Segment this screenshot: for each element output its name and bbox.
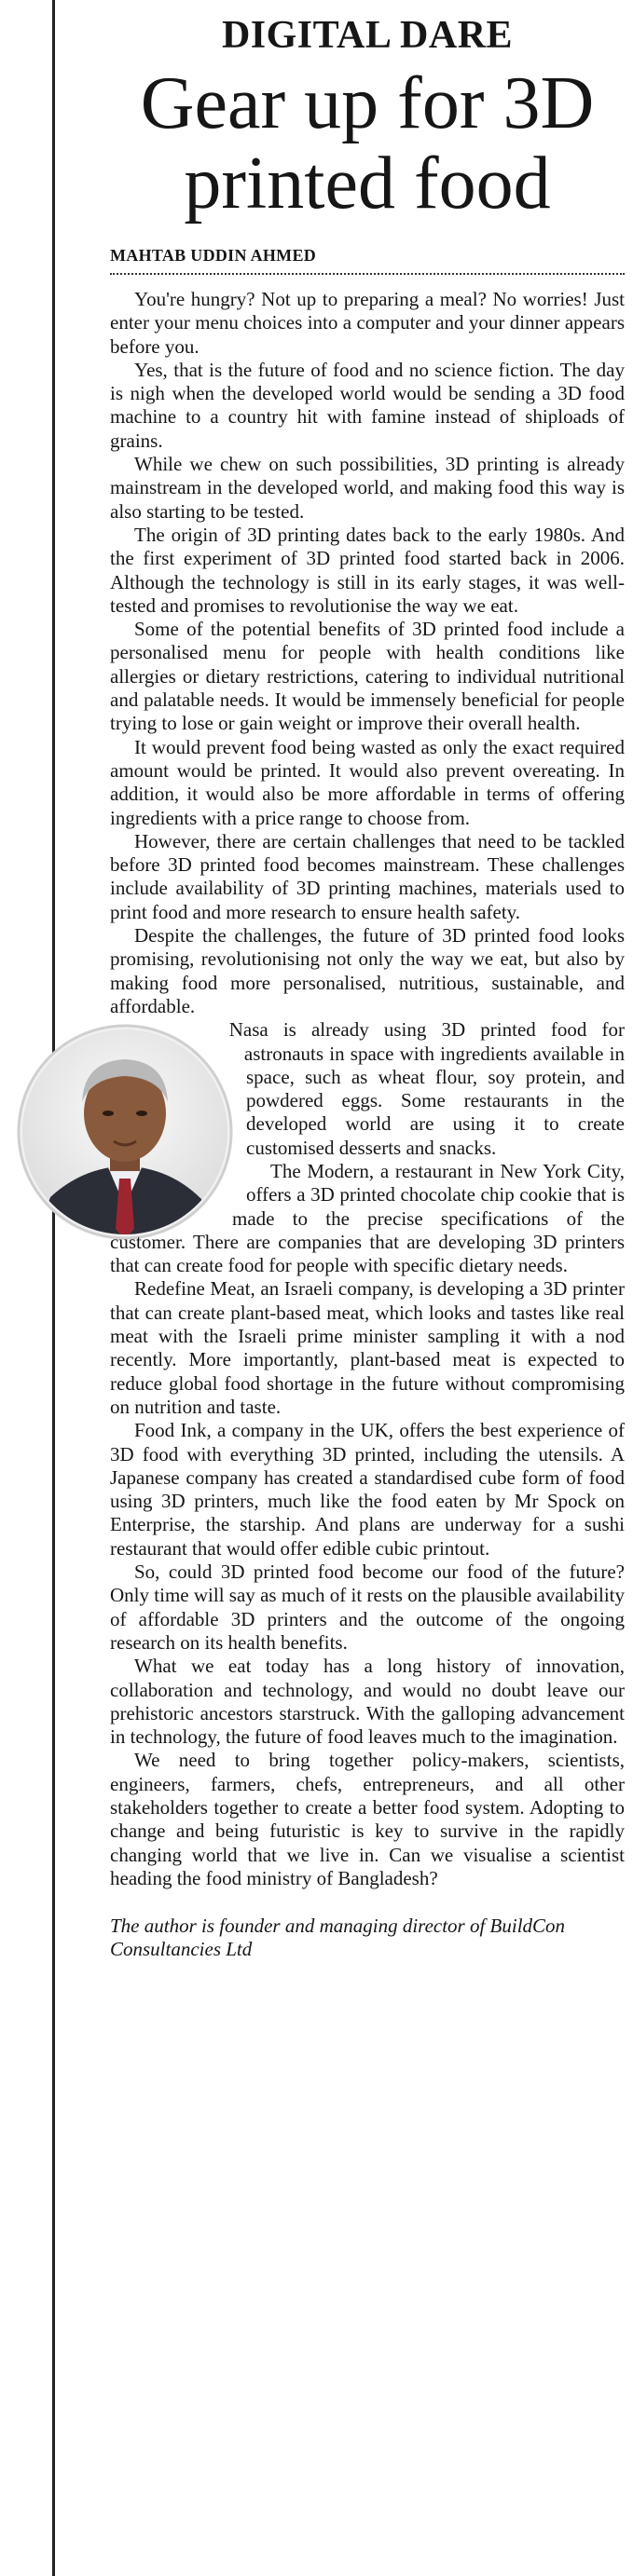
paragraph: We need to bring together policy-makers, scientists, engineers, farmers, chefs, entrepreneurs, and all other stakeholders together to create a better food system. Adopting to change and being futuristic is key to survive in the rapidly changing world that we live in. Can we visualise a scientist heading the food ministry of Bangladesh? <box>110 1749 625 1889</box>
column-rule <box>52 0 55 2576</box>
author-portrait <box>17 1024 233 1240</box>
paragraph: Redefine Meat, an Israeli company, is developing a 3D printer that can create plant-based meat, which looks and tastes like real meat with the Israeli prime minister sampling it with a nod recently. More importantly, plant-based meat is expected to reduce global food shortage in the future without compromising on nutrition and taste. <box>110 1277 625 1418</box>
author-note: The author is founder and managing director of BuildCon Consultancies Ltd <box>110 1915 566 1961</box>
paragraph: Food Ink, a company in the UK, offers the best experience of 3D food with everything 3D printed, including the utensils. A Japanese company has created a standardised cube form of food using 3D printers, much like the food eaten by Mr Spock on Enterprise, the starship. And plans are underway for a sushi restaurant that would offer edible cubic printout. <box>110 1419 625 1560</box>
paragraph: Nasa is already using 3D printed food for astronauts in space with ingredients available in space, such as wheat flour, soy protein, and powdered eggs. Some restaurants in the developed world are using it to create customised desserts and snacks. <box>228 1018 625 1159</box>
article-kicker: DIGITAL DARE <box>221 14 514 57</box>
paragraph: It would prevent food being wasted as only the exact required amount would be printed. It would also prevent overeating. In addition, it would also be more affordable in terms of offering ingredients with a price range to choose from. <box>110 735 625 829</box>
paragraph: Some of the potential benefits of 3D printed food include a personalised menu for people with health conditions like allergies or dietary restrictions, catering to individual nutritional and palatable needs. It would be immensely beneficial for people trying to lose or gain weight or improve their overall health. <box>110 618 625 735</box>
paragraph: The origin of 3D printing dates back to the early 1980s. And the first experiment of 3D printed food started back in 2006. Although the technology is still in its early stages, it was well-tested and promises to revolutionise the way we eat. <box>110 523 625 617</box>
article-headline: Gear up for 3D printed food <box>140 62 595 225</box>
article-byline: MAHTAB UDDIN AHMED <box>110 246 317 265</box>
article-column <box>110 13 625 1961</box>
paragraph: Yes, that is the future of food and no science fiction. The day is nigh when the developed world would be sending a 3D food machine to a country hit with famine instead of shiploads of grains. <box>110 358 625 452</box>
paragraph: The Modern, a restaurant in New York City, offers a 3D printed chocolate chip cookie that is made to the precise specifications of the customer. There are companies that are developing 3D printers that can create food for people with specific dietary needs. <box>110 1159 625 1277</box>
paragraph: You're hungry? Not up to preparing a meal? No worries! Just enter your menu choices into a computer and your dinner appears before you. <box>110 288 625 358</box>
paragraph: So, could 3D printed food become our food of the future? Only time will say as much of it rests on the plausible availability of affordable 3D printers and the outcome of the ongoing research on its health benefits. <box>110 1561 625 1654</box>
byline-divider <box>110 273 625 275</box>
paragraph: What we eat today has a long history of innovation, collaboration and technology, and would no doubt leave our prehistoric ancestors starstruck. With the galloping advancement in technology, the future of food leaves much to the imagination. <box>110 1655 625 1749</box>
paragraph: Despite the challenges, the future of 3D printed food looks promising, revolutionising not only the way we eat, but also by making food more personalised, nutritious, sustainable, and affordable. <box>110 924 625 1017</box>
article-body <box>110 288 625 1890</box>
paragraph: However, there are certain challenges that need to be tackled before 3D printed food becomes mainstream. These challenges include availability of 3D printing machines, materials used to print food and more research to ensure health safety. <box>110 829 625 923</box>
paragraph: While we chew on such possibilities, 3D printing is already mainstream in the developed world, and making food this way is also starting to be tested. <box>110 453 625 523</box>
